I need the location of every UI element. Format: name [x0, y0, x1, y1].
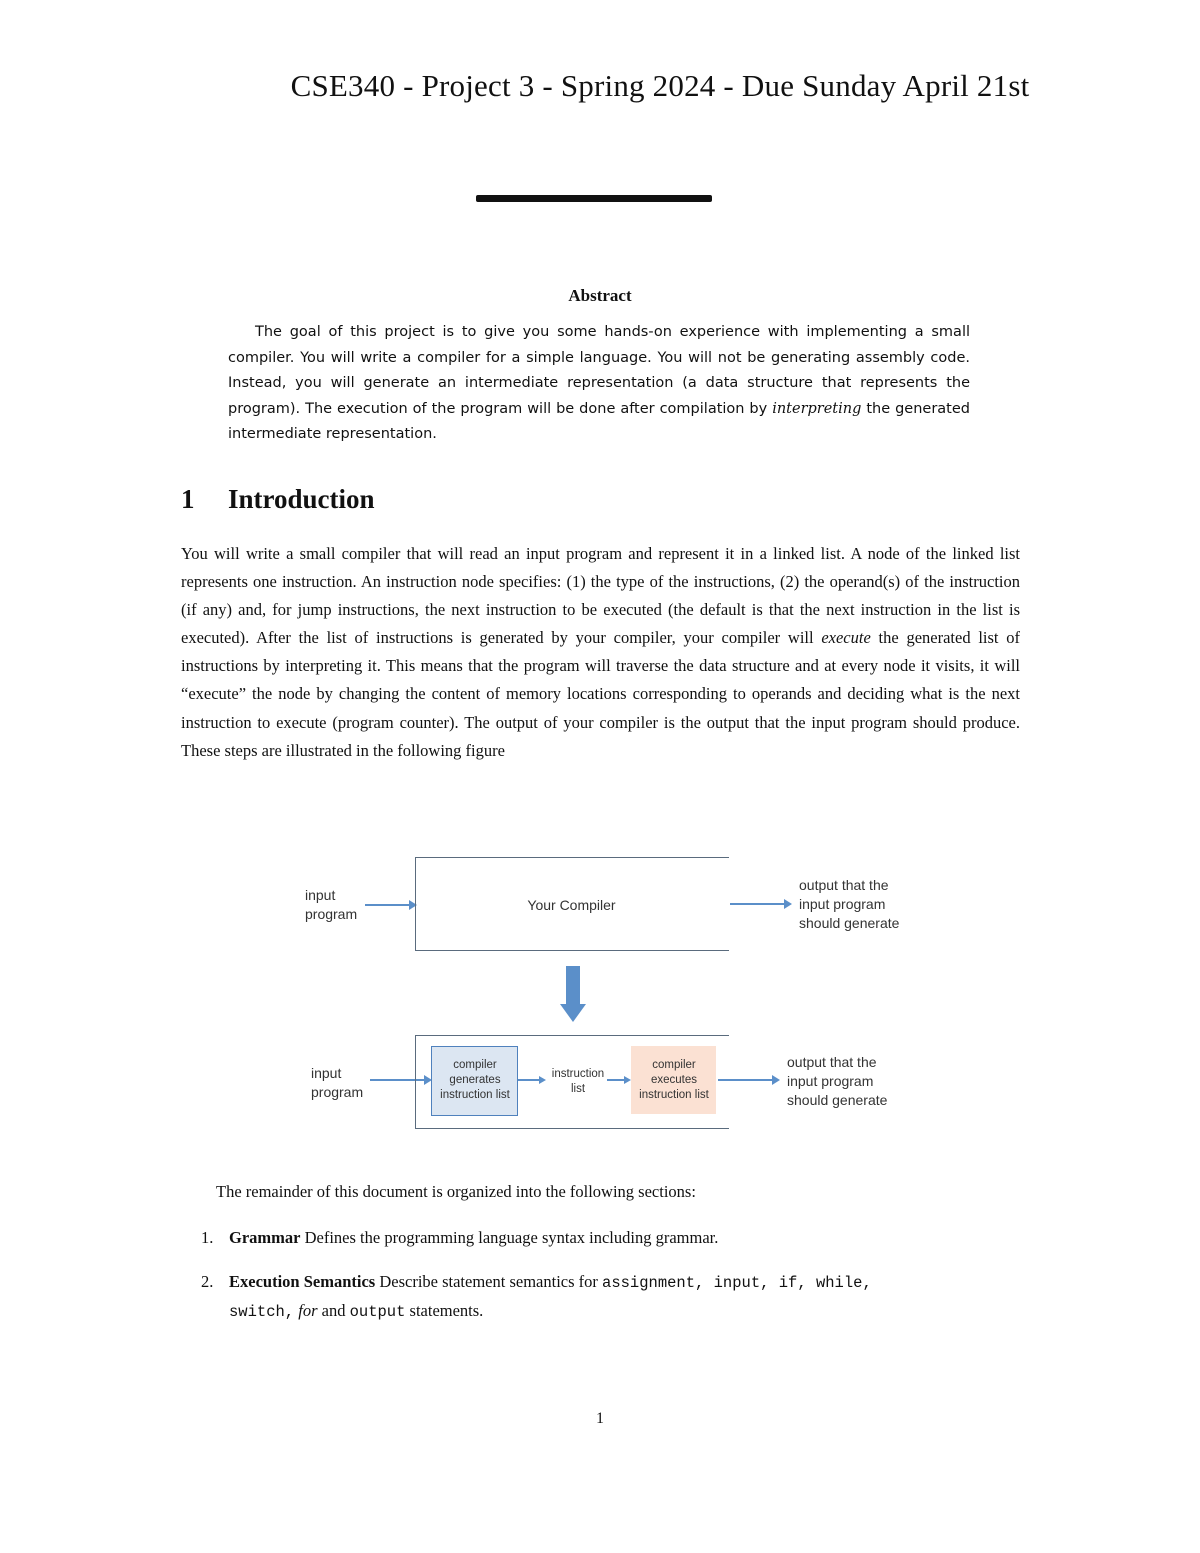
intro-text-2: the generated list of instructions by interpreting it. This means that the program will traverse the data structure and at every node it visits, it will “execute” the node by changing the content of memory locations corresponding to operands and deciding what is the next instruction to execute (program counter). The output of your compiler is the output that the input program should produce. These steps are illustrated in the following figure: [181, 628, 1020, 760]
list-italic: for: [294, 1301, 318, 1320]
top-input-label: [305, 886, 357, 924]
execute-box-label: [629, 1058, 719, 1103]
bottom-output-arrow: [718, 1073, 780, 1087]
bottom-input-label: [311, 1064, 363, 1102]
bottom-output-label: [787, 1053, 887, 1110]
abstract-heading: Abstract: [568, 286, 632, 305]
top-output-line-2: input program: [799, 896, 886, 912]
list-body: [229, 1224, 1020, 1252]
section-heading: [181, 484, 375, 515]
middle-line-1: instruction: [551, 1068, 605, 1080]
top-input-line-1: input: [305, 887, 336, 903]
list-to-execute-arrow: [607, 1074, 631, 1086]
top-output-line-3: should generate: [799, 915, 900, 931]
bottom-output-line-1: output that the: [787, 1054, 877, 1070]
list-text-a: Describe statement semantics for: [375, 1272, 603, 1291]
document-title: CSE340 - Project 3 - Spring 2024 - Due Sunday April 21st: [290, 68, 1030, 103]
execute-line-1: compiler: [652, 1059, 696, 1071]
list-number: 2.: [201, 1272, 214, 1291]
generate-to-list-arrow: [518, 1074, 546, 1086]
intro-paragraph: [181, 540, 1020, 765]
abstract-text-1: The goal of this project is to give you some hands-on experience with implementing a small compiler. You will write a compiler for a simple language. You will not be generating assembly code. Instead, you will generate an intermediate representation (a data structure that represents the program). The execution of the program will be done after compilation by: [228, 324, 970, 417]
generate-line-2: generates: [449, 1074, 501, 1086]
intro-italic: execute: [821, 628, 871, 648]
abstract-text-2: the generated intermediate representation.: [228, 400, 970, 442]
list-code-1: assignment, input, if, while,: [602, 1274, 872, 1292]
list-code-2: switch,: [229, 1303, 295, 1321]
bottom-output-line-2: input program: [787, 1073, 874, 1089]
generate-line-3: instruction list: [440, 1089, 510, 1101]
intro-text-1: You will write a small compiler that will read an input program and represent it in a linked list. A node of the linked list represents one instruction. An instruction node specifies: (1) the type of the instructions, (2) the operand(s) of the instruction (if any) and, for jump instructions, the next instruction to be executed (the default is that the next instruction in the list is executed). After the list of instructions is generated by your compiler, your compiler will: [181, 544, 1020, 648]
list-term: Execution Semantics: [229, 1272, 376, 1291]
section-title: Introduction: [228, 484, 375, 514]
list-number: 1.: [201, 1228, 214, 1247]
down-arrow: [560, 966, 586, 1022]
top-output-arrow: [730, 897, 792, 911]
top-output-line-1: output that the: [799, 877, 889, 893]
list-text-c: statements.: [405, 1301, 484, 1320]
top-input-line-2: program: [305, 906, 358, 922]
list-term: Grammar: [229, 1228, 301, 1247]
section-number: 1: [181, 484, 195, 514]
top-output-label: [799, 876, 899, 933]
list-code-3: output: [349, 1303, 406, 1321]
list-text-b: and: [317, 1301, 350, 1320]
instruction-list-label: [544, 1067, 612, 1097]
list-body: [229, 1268, 1020, 1326]
bottom-input-line-1: input: [311, 1065, 342, 1081]
page-number: 1: [596, 1410, 604, 1427]
execute-line-3: instruction list: [639, 1089, 709, 1101]
generate-line-1: compiler: [453, 1059, 497, 1071]
middle-line-2: list: [570, 1083, 586, 1095]
generate-box-label: [431, 1058, 519, 1103]
execute-line-2: executes: [650, 1074, 698, 1086]
bottom-input-line-2: program: [311, 1084, 364, 1100]
your-compiler-label: Your Compiler: [527, 897, 616, 913]
top-input-arrow: [365, 898, 417, 912]
bottom-output-line-3: should generate: [787, 1092, 888, 1108]
remainder-text: The remainder of this document is organized into the following sections:: [216, 1182, 696, 1201]
abstract-italic: interpreting: [772, 400, 862, 417]
list-text: Defines the programming language syntax including grammar.: [300, 1228, 719, 1247]
title-rule: [476, 195, 712, 202]
abstract-body: [228, 320, 970, 448]
